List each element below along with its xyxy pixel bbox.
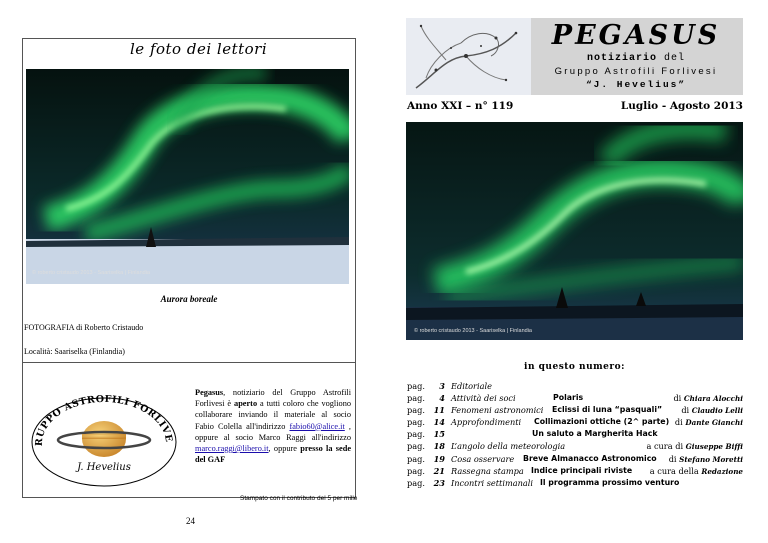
hevelius-name: “J. Hevelius” (585, 79, 687, 90)
toc-author-prefix: di (681, 405, 692, 416)
issue-date: Luglio - Agosto 2013 (620, 100, 743, 112)
page-number: 24 (186, 516, 195, 526)
toc-pag: pag. (407, 405, 425, 416)
contribution-notice (195, 387, 351, 465)
photo-credit: © roberto cristaudo 2013 - Saariselka | Finlandia (32, 270, 150, 276)
toc-pag: pag. (407, 465, 425, 476)
notice-text-3: , oppure al socio Marco Raggi all'indirizzo (195, 421, 351, 442)
toc-pag: pag. (407, 381, 425, 391)
toc-page-number: 15 (433, 429, 445, 440)
table-of-contents (407, 380, 743, 489)
toc-section: Incontri settimanali (451, 477, 534, 488)
toc-pag: pag. (407, 393, 425, 404)
toc-row (407, 392, 743, 404)
toc-page-number: 11 (433, 405, 445, 416)
toc-row (407, 416, 743, 428)
printing-note: Stampato con il contributo del 5 per mille (240, 495, 358, 502)
section-title: le foto dei lettori (130, 40, 268, 58)
logo-bottom-text: J. Hevelius (77, 462, 131, 473)
photographer: FOTOGRAFIA di Roberto Cristaudo (24, 323, 144, 332)
toc-page-number: 4 (439, 393, 445, 404)
toc-author-prefix: di (674, 417, 686, 428)
toc-author-prefix: a cura della (649, 465, 702, 476)
toc-author-prefix: a cura di (646, 441, 686, 452)
toc-article: Polaris (553, 393, 584, 403)
toc-section: L’angolo della meteorologia (451, 441, 566, 452)
toc-pag: pag. (407, 441, 425, 452)
toc-article: Breve Almanacco Astronomico (523, 453, 657, 463)
toc-row (407, 428, 743, 440)
toc-author-name: Redazione (701, 466, 743, 476)
brand-name: Pegasus (195, 388, 224, 397)
notice-text-2: a tutti coloro che vogliono collaborare inviando il materiale al socio Fabio Colella all'indirizzo (195, 399, 351, 431)
toc-page-number: 23 (433, 477, 445, 488)
toc-author-prefix: di (668, 453, 680, 464)
toc-section: Fenomeni astronomici (451, 405, 544, 416)
toc-row (407, 440, 743, 452)
toc-section: Editoriale (451, 381, 492, 391)
notice-aperto: aperto (234, 399, 258, 409)
toc-article: Indice principali riviste (531, 465, 633, 475)
subtitle (531, 53, 741, 64)
location: Località: Saariselka (Finlandia) (24, 347, 125, 356)
issue-number: Anno XXI – n° 119 (407, 100, 514, 112)
toc-author-name: Giuseppe Biffi (685, 442, 743, 452)
toc-pag: pag. (407, 417, 425, 428)
subtitle-rest: del (657, 53, 686, 64)
toc-row (407, 465, 743, 477)
group-name: Gruppo Astrofili Forlivesi (554, 66, 718, 77)
gaf-logo (24, 382, 184, 490)
toc-section: Rassegna stampa (451, 465, 524, 476)
photo-caption: Aurora boreale (160, 294, 218, 304)
toc-page-number: 21 (433, 465, 445, 476)
pegasus-constellation-icon (406, 18, 531, 95)
aurora-image (26, 69, 349, 284)
toc-author-name: Dante Gianchi (685, 418, 743, 428)
logo-top-text: RUPPO ASTROFILI FORLIVE (33, 393, 175, 447)
toc-author-name: Chiara Alocchi (683, 394, 743, 404)
notice-presso: presso la sede del GAF (195, 444, 352, 465)
subtitle-bold: notiziario (586, 53, 657, 64)
toc-article: Eclissi di luna “pasquali” (552, 405, 663, 415)
divider (22, 362, 356, 363)
toc-heading: in questo numero: (524, 362, 625, 372)
toc-article: Il programma prossimo venturo (540, 477, 680, 487)
aurora-photo-cover (406, 122, 743, 340)
toc-article: Un saluto a Margherita Hack (532, 429, 658, 439)
toc-section: Approfondimenti (451, 417, 522, 428)
toc-section: Cosa osservare (451, 453, 515, 464)
saturn-logo-icon (24, 382, 184, 490)
toc-page-number: 18 (433, 441, 445, 452)
toc-author-prefix: di (673, 393, 684, 404)
photo-credit-cover: © roberto cristaudo 2013 - Saariselka | Finlandia (414, 328, 532, 334)
toc-page-number: 3 (439, 381, 445, 391)
email-link-2[interactable]: marco.raggi@libero.it (195, 444, 269, 454)
toc-page-number: 19 (433, 453, 445, 464)
toc-author-name: Claudio Lelli (691, 406, 743, 416)
toc-row (407, 404, 743, 416)
toc-row (407, 477, 743, 489)
magazine-title: PEGASUS (551, 20, 721, 51)
toc-section: Attività dei soci (451, 393, 516, 404)
notice-text-4: , oppure (268, 444, 301, 454)
notice-text-1: , notiziario del Gruppo Astrofili Forlivesi è (195, 388, 351, 409)
toc-row (407, 380, 743, 392)
toc-article: Collimazioni ottiche (2^ parte) (534, 417, 670, 427)
aurora-photo-left (26, 69, 349, 284)
aurora-cover-image (406, 122, 743, 340)
email-link-1[interactable]: fabio60@alice.it (289, 421, 345, 431)
toc-pag: pag. (407, 477, 425, 488)
toc-author-name: Stefano Moretti (679, 454, 743, 464)
toc-page-number: 14 (433, 417, 445, 428)
toc-pag: pag. (407, 453, 425, 464)
toc-pag: pag. (407, 429, 425, 440)
toc-row (407, 453, 743, 465)
